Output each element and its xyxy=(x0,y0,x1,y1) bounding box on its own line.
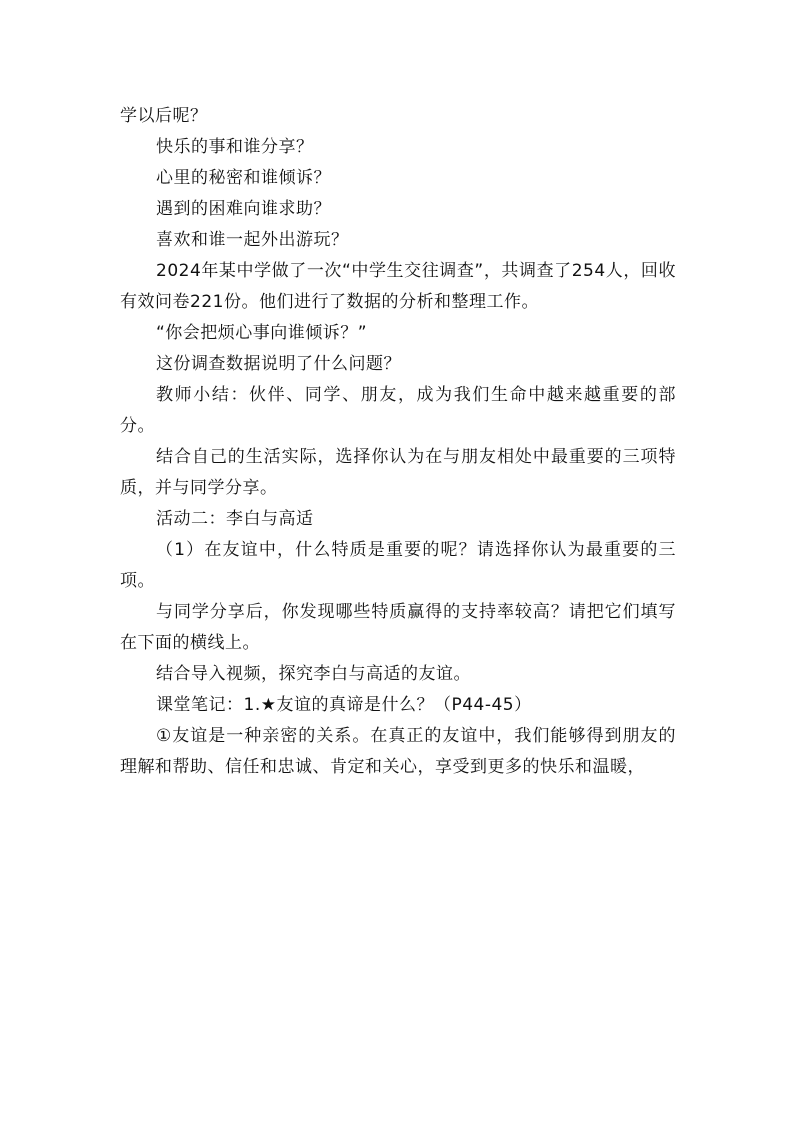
paragraph-15: 课堂笔记：1.★友谊的真谛是什么？（P44-45） xyxy=(156,695,532,715)
paragraph-9: 教师小结：伙伴、同学、朋友，成为我们生命中越来越重要的部分。 xyxy=(120,385,676,436)
paragraph-1: 学以后呢？ xyxy=(120,106,208,126)
paragraph-5: 喜欢和谁一起外出游玩？ xyxy=(156,230,349,250)
paragraph-3: 心里的秘密和谁倾诉？ xyxy=(156,168,331,188)
paragraph-12: （1）在友谊中，什么特质是重要的呢？请选择你认为最重要的三项。 xyxy=(120,540,676,591)
paragraph-6: 2024年某中学做了一次“中学生交往调查”，共调查了254人，回收有效问卷221份。他们进行了数据的分析和整理工作。 xyxy=(120,261,676,312)
paragraph-14: 结合导入视频，探究李白与高适的友谊。 xyxy=(156,664,471,684)
paragraph-16: ①友谊是一种亲密的关系。在真正的友谊中，我们能够得到朋友的理解和帮助、信任和忠诚、肯定和关心，享受到更多的快乐和温暖， xyxy=(120,726,676,777)
paragraph-13: 与同学分享后，你发现哪些特质赢得的支持率较高？请把它们填写在下面的横线上。 xyxy=(120,602,676,653)
paragraph-4: 遇到的困难向谁求助？ xyxy=(156,199,331,219)
paragraph-7: “你会把烦心事向谁倾诉？” xyxy=(156,323,368,343)
paragraph-8: 这份调查数据说明了什么问题？ xyxy=(156,354,401,374)
paragraph-2: 快乐的事和谁分享？ xyxy=(156,137,314,157)
document-body xyxy=(120,101,676,783)
paragraph-11: 活动二：李白与高适 xyxy=(156,509,314,529)
paragraph-10: 结合自己的生活实际，选择你认为在与朋友相处中最重要的三项特质，并与同学分享。 xyxy=(120,447,676,498)
